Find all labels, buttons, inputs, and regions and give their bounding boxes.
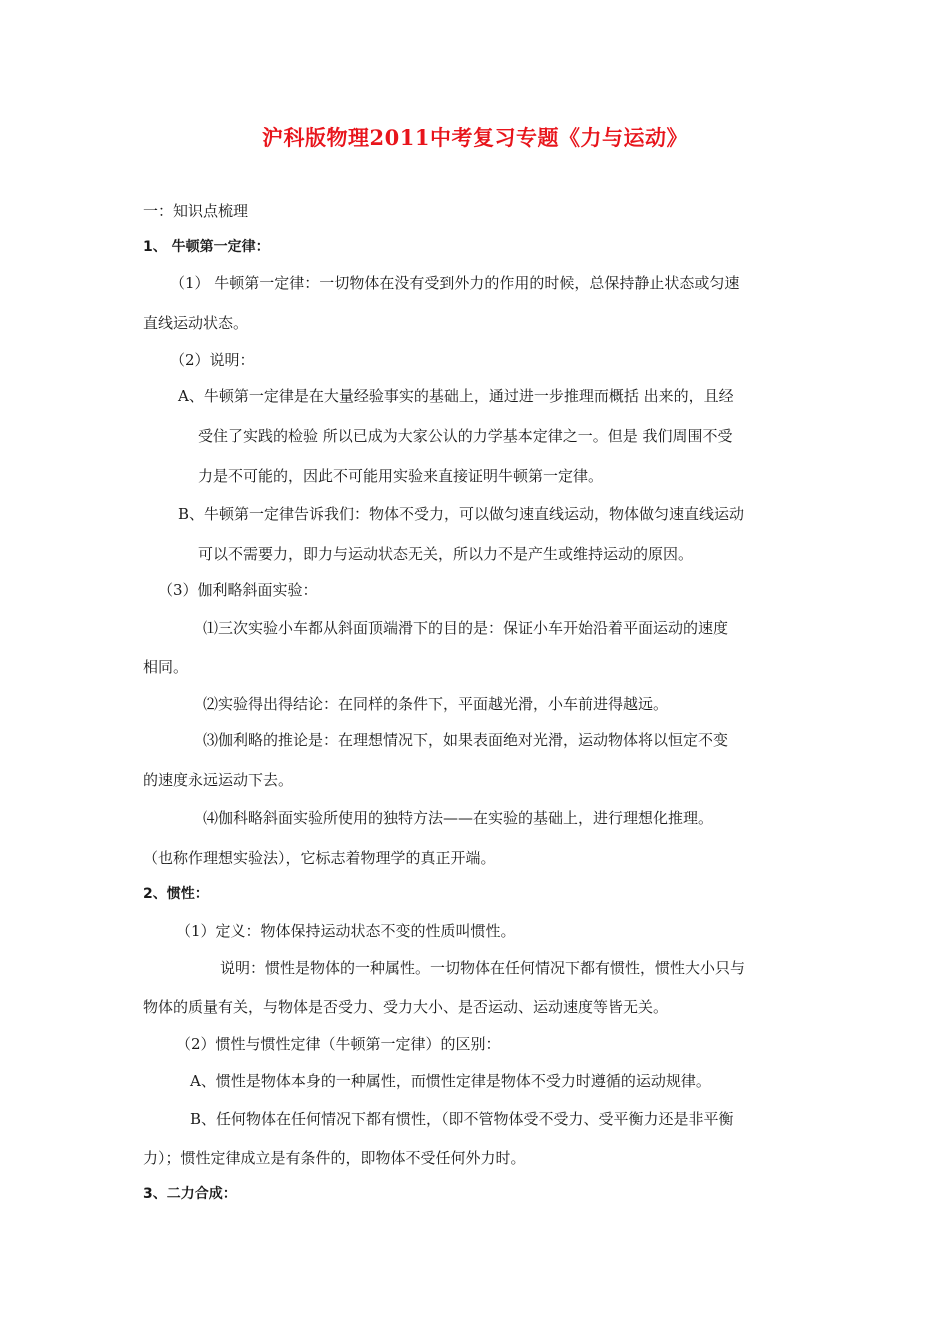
paragraph-line: 直线运动状态。 <box>143 314 249 332</box>
paragraph-line: B、任何物体在任何情况下都有惯性，（即不管物体受不受力、受平衡力还是非平衡 <box>190 1110 734 1128</box>
paragraph-line: ⑵实验得出得结论：在同样的条件下，平面越光滑，小车前进得越远。 <box>203 695 669 713</box>
paragraph-line: 说明：惯性是物体的一种属性。一切物体在任何情况下都有惯性，惯性大小只与 <box>220 959 746 977</box>
paragraph-line: ⑶伽利略的推论是：在理想情况下，如果表面绝对光滑，运动物体将以恒定不变 <box>203 731 729 749</box>
subheading-galileo-experiment: （3）伽利略斜面实验： <box>158 581 318 599</box>
paragraph-line: （1）定义：物体保持运动状态不变的性质叫惯性。 <box>176 922 516 940</box>
section-intro: 一：知识点梳理 <box>143 202 249 220</box>
heading-inertia: 2、惯性： <box>143 886 209 902</box>
document-title: 沪科版物理2011中考复习专题《力与运动》 <box>262 125 688 150</box>
paragraph-line: B、牛顿第一定律告诉我们：物体不受力，可以做匀速直线运动，物体做匀速直线运动 <box>178 505 745 523</box>
paragraph-line: 的速度永远运动下去。 <box>143 771 294 789</box>
paragraph-line: 相同。 <box>143 658 189 676</box>
paragraph-line: ⑷伽科略斜面实验所使用的独特方法——在实验的基础上，进行理想化推理。 <box>203 809 714 827</box>
heading-newton-first-law: 1、 牛顿第一定律： <box>143 239 270 255</box>
paragraph-line: 物体的质量有关，与物体是否受力、受力大小、是否运动、运动速度等皆无关。 <box>143 998 669 1016</box>
heading-force-composition: 3、二力合成： <box>143 1186 237 1202</box>
paragraph-line: 可以不需要力，即力与运动状态无关，所以力不是产生或维持运动的原因。 <box>198 545 694 563</box>
paragraph-line: A、惯性是物体本身的一种属性，而惯性定律是物体不受力时遵循的运动规律。 <box>190 1072 711 1090</box>
paragraph-line: A、牛顿第一定律是在大量经验事实的基础上，通过进一步推理而概括 出来的，且经 <box>178 387 734 405</box>
paragraph-line: （1） 牛顿第一定律：一切物体在没有受到外力的作用的时候，总保持静止状态或匀速 <box>170 274 740 292</box>
paragraph-line: （2）惯性与惯性定律（牛顿第一定律）的区别： <box>176 1035 501 1053</box>
paragraph-line: 受住了实践的检验 所以已成为大家公认的力学基本定律之一。但是 我们周围不受 <box>198 427 733 445</box>
paragraph-line: 力）；惯性定律成立是有条件的，即物体不受任何外力时。 <box>143 1149 526 1167</box>
subheading-explanation: （2）说明： <box>170 351 255 369</box>
paragraph-line: 力是不可能的，因此不可能用实验来直接证明牛顿第一定律。 <box>198 467 604 485</box>
paragraph-line: （也称作理想实验法），它标志着物理学的真正开端。 <box>143 849 496 867</box>
paragraph-line: ⑴三次实验小车都从斜面顶端滑下的目的是：保证小车开始沿着平面运动的速度 <box>203 619 729 637</box>
